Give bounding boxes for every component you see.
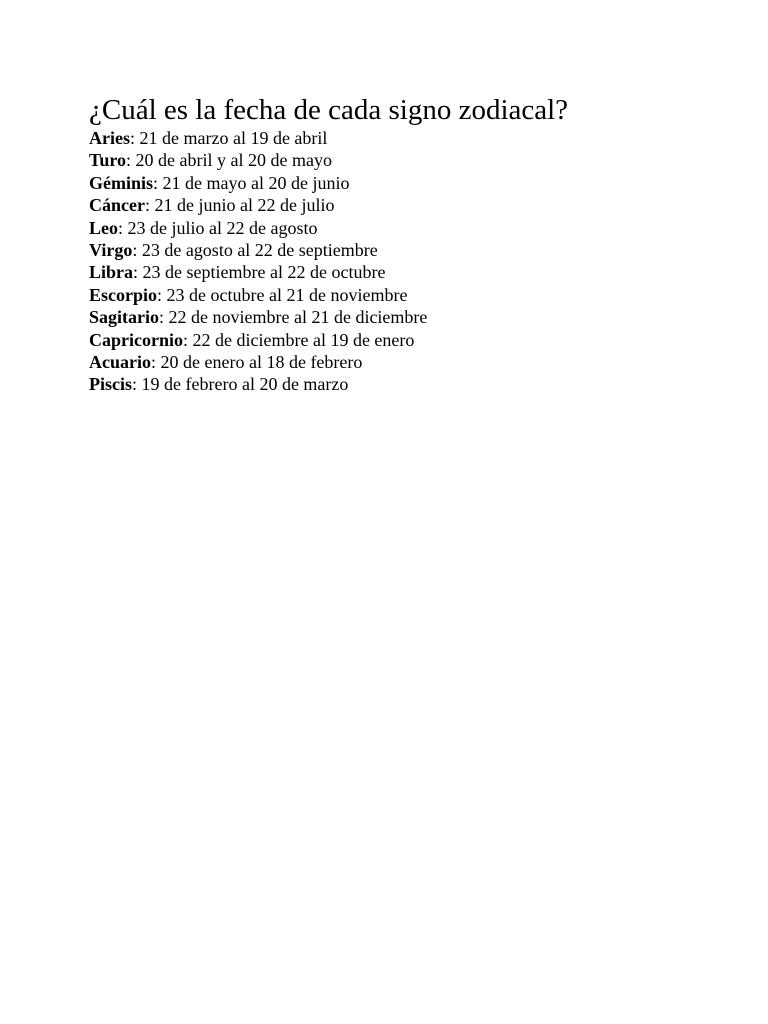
zodiac-sign-name: Escorpio bbox=[89, 284, 158, 305]
zodiac-sign-name: Capricornio bbox=[89, 329, 183, 350]
document-page bbox=[89, 93, 729, 396]
zodiac-sign-name: Acuario bbox=[89, 352, 151, 373]
zodiac-sign-name: Sagitario bbox=[89, 307, 159, 328]
zodiac-item-taurus bbox=[89, 149, 729, 171]
zodiac-date-range: : 22 de diciembre al 19 de enero bbox=[183, 329, 415, 350]
zodiac-date-range: : 23 de septiembre al 22 de octubre bbox=[133, 262, 386, 283]
zodiac-item-gemini bbox=[89, 172, 729, 194]
zodiac-date-range: : 21 de marzo al 19 de abril bbox=[129, 128, 328, 148]
zodiac-item-sagittarius bbox=[89, 306, 729, 328]
zodiac-item-pisces bbox=[89, 373, 729, 395]
page-title: ¿Cuál es la fecha de cada signo zodiacal? bbox=[89, 94, 569, 126]
zodiac-sign-name: Piscis bbox=[89, 374, 132, 395]
zodiac-date-range: : 21 de mayo al 20 de junio bbox=[153, 172, 350, 193]
zodiac-sign-name: Turo bbox=[89, 150, 127, 171]
zodiac-date-range: : 21 de junio al 22 de julio bbox=[144, 195, 335, 216]
zodiac-item-scorpio bbox=[89, 284, 729, 306]
zodiac-date-range: : 23 de agosto al 22 de septiembre bbox=[132, 240, 378, 261]
zodiac-date-range: : 20 de abril y al 20 de mayo bbox=[126, 150, 332, 171]
zodiac-date-range: : 20 de enero al 18 de febrero bbox=[151, 352, 363, 373]
zodiac-item-cancer bbox=[89, 194, 729, 216]
zodiac-sign-name: Virgo bbox=[89, 240, 133, 261]
zodiac-date-range: : 23 de octubre al 21 de noviembre bbox=[157, 284, 408, 305]
zodiac-sign-name: Cáncer bbox=[89, 195, 145, 216]
zodiac-date-range: : 19 de febrero al 20 de marzo bbox=[132, 374, 349, 395]
zodiac-list bbox=[89, 127, 729, 396]
zodiac-sign-name: Leo bbox=[89, 217, 118, 238]
zodiac-date-range: : 23 de julio al 22 de agosto bbox=[118, 217, 318, 238]
zodiac-date-range: : 22 de noviembre al 21 de diciembre bbox=[159, 307, 428, 328]
zodiac-sign-name: Aries bbox=[89, 128, 130, 148]
zodiac-sign-name: Libra bbox=[89, 262, 134, 283]
zodiac-sign-name: Géminis bbox=[89, 172, 154, 193]
zodiac-item-aquarius bbox=[89, 351, 729, 373]
zodiac-item-capricorn bbox=[89, 329, 729, 351]
zodiac-item-libra bbox=[89, 261, 729, 283]
zodiac-item-leo bbox=[89, 217, 729, 239]
zodiac-item-virgo bbox=[89, 239, 729, 261]
zodiac-item-aries bbox=[89, 127, 729, 149]
